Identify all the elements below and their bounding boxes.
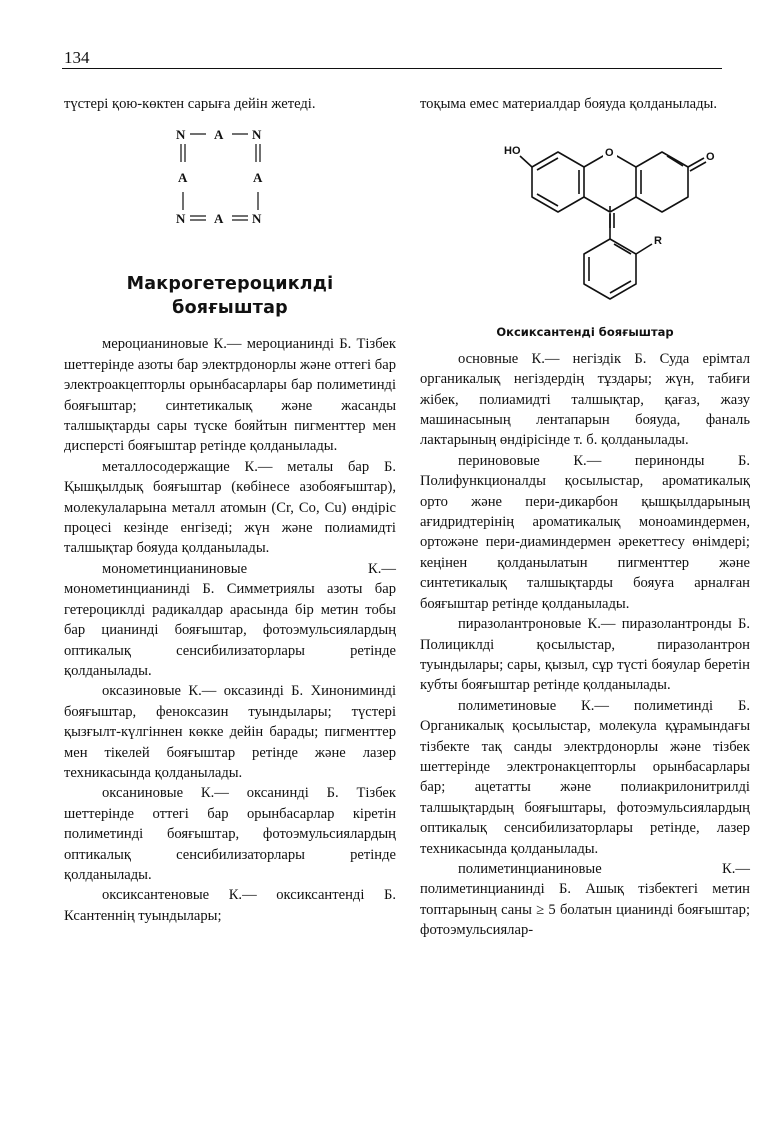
dictionary-entry: перинововые К.— перинонды Б. Полифункционалды қосылыстар, ароматикалық орто және пери-дикарбон қышқылдарының ағидридтерінің ароматикалық моноаминдермен, ортожәне пери-диаминдермен әрекеттесу өнімдері; кеңінен қолданылатын пигменттер және синтетикалық талшықтарды бояуға арналған бояғыштар ретінде қолданылады.	[420, 452, 750, 612]
atom-label: A	[178, 170, 188, 186]
atom-label: A	[253, 170, 263, 186]
dictionary-entry: мероцианиновые К.— мероцианинді Б. Тізбек шеттерінде азоты бар электрдонорлы және оттегі бар электроакцепторлы орынбасарлары бар полиметинді бояғыштар; синтетикалық және жасанды талшықтарды сары түске бояйтын пигменттер мен дисперсті бояғыштар ретінде қолданылады.	[64, 336, 396, 455]
left-intro-text: түстері қою-көктен сарыға дейін жетеді.	[64, 96, 316, 112]
substituent-label: HO	[504, 145, 521, 158]
dictionary-entry: оксаниновые К.— оксанинді Б. Тізбек шеттерінде оттегі бар орынбасарлар кіретін полиметинді бояғыштар, фотоэмульсиялардың оптикалық сенсибилизаторлары ретінде қолданылады.	[64, 785, 396, 883]
section-title	[64, 272, 396, 320]
section-title-line: бояғыштар	[172, 298, 288, 319]
atom-label: N	[176, 211, 186, 227]
atom-label: A	[214, 211, 224, 227]
dictionary-entry: пиразолантроновые К.— пиразолантронды Б. Полициклді қосылыстар, пиразолантрон туындылары; сары, қызыл, сұр түсті бояулар беретін кубты бояғыштар ретінде қолданылады.	[420, 616, 750, 694]
right-intro-text: тоқыма емес материалдар бояуда қолданылады.	[420, 96, 717, 112]
oxyxanthene-structure	[420, 122, 750, 322]
dictionary-entry: оксиксантеновые К.— оксиксантенді Б. Ксантеннің туындылары;	[64, 887, 396, 924]
page-number: 134	[64, 48, 90, 67]
dictionary-entry: основные К.— негіздік Б. Суда ерімтал органикалық негіздердің тұздары; жүн, табиғи жібек, полиамидті талшықтар, қағаз, жазу машинасының лентапарын бояуда, фаналь лактарының өндірісінде т. б. қолданылады.	[420, 350, 750, 449]
structure-caption: Оксиксантенді бояғыштар	[496, 325, 674, 340]
dictionary-entry: оксазиновые К.— оксазинді Б. Хинониминді бояғыштар, феноксазин туындылары; түстері қызғылт-күлгіннен көкке дейін барады; пигменттер мен тікелей бояғыштар ретінде және лазер техникасында қолданылады.	[64, 683, 396, 781]
dictionary-entry: монометинцианиновые К.— монометинцианинді Б. Симметриялы азоты бар гетероциклді радикалдар арасында бір метин тобы бар цианинді бояғыштар, фотоэмульсиялардың оптикалық сенсибилизаторлары ретінде қолданылады.	[64, 560, 396, 679]
atom-label: O	[605, 147, 614, 160]
left-column	[64, 94, 396, 926]
atom-label: A	[214, 127, 224, 143]
section-title-line: Макрогетероциклді	[126, 274, 334, 295]
dictionary-entry: металлосодержащие К.— металы бар Б. Қышқылдық бояғыштар (көбінесе азобояғыштар), молекулаларына металл атомын (Cr, Co, Cu) өндіріс процесі кезінде енгізеді; жүн және полиамидті талшықтар бояуда қолданылады.	[64, 458, 396, 557]
right-column	[420, 94, 750, 941]
dictionary-entry: полиметинцианиновые К.— полиметинцианинді Б. Ашық тізбектегі метин топтарының саны ≥ 5 болатын цианинді бояғыштар; фотоэмульсиялар-	[420, 860, 750, 939]
atom-label: N	[252, 127, 262, 143]
atom-label: N	[252, 211, 262, 227]
substituent-label: R	[654, 235, 662, 248]
macrocycle-diagram	[64, 122, 396, 250]
atom-label: O	[706, 151, 715, 164]
dictionary-entry: полиметиновые К.— полиметинді Б. Органикалық қосылыстар, молекула құрамындағы тізбекте тақ санды электрдонорлы және тізбек шеттерінде электронакцепторлы орынбасарлары бар; ацетатты және полиакрилонитрилді талшықтардың бояғыштары, фотоэмульсиялардың оптикалық сенсибилизаторлары ретінде, лазер техникасында қолданылады.	[420, 697, 750, 857]
header-rule	[62, 68, 722, 69]
atom-label: N	[176, 127, 186, 143]
